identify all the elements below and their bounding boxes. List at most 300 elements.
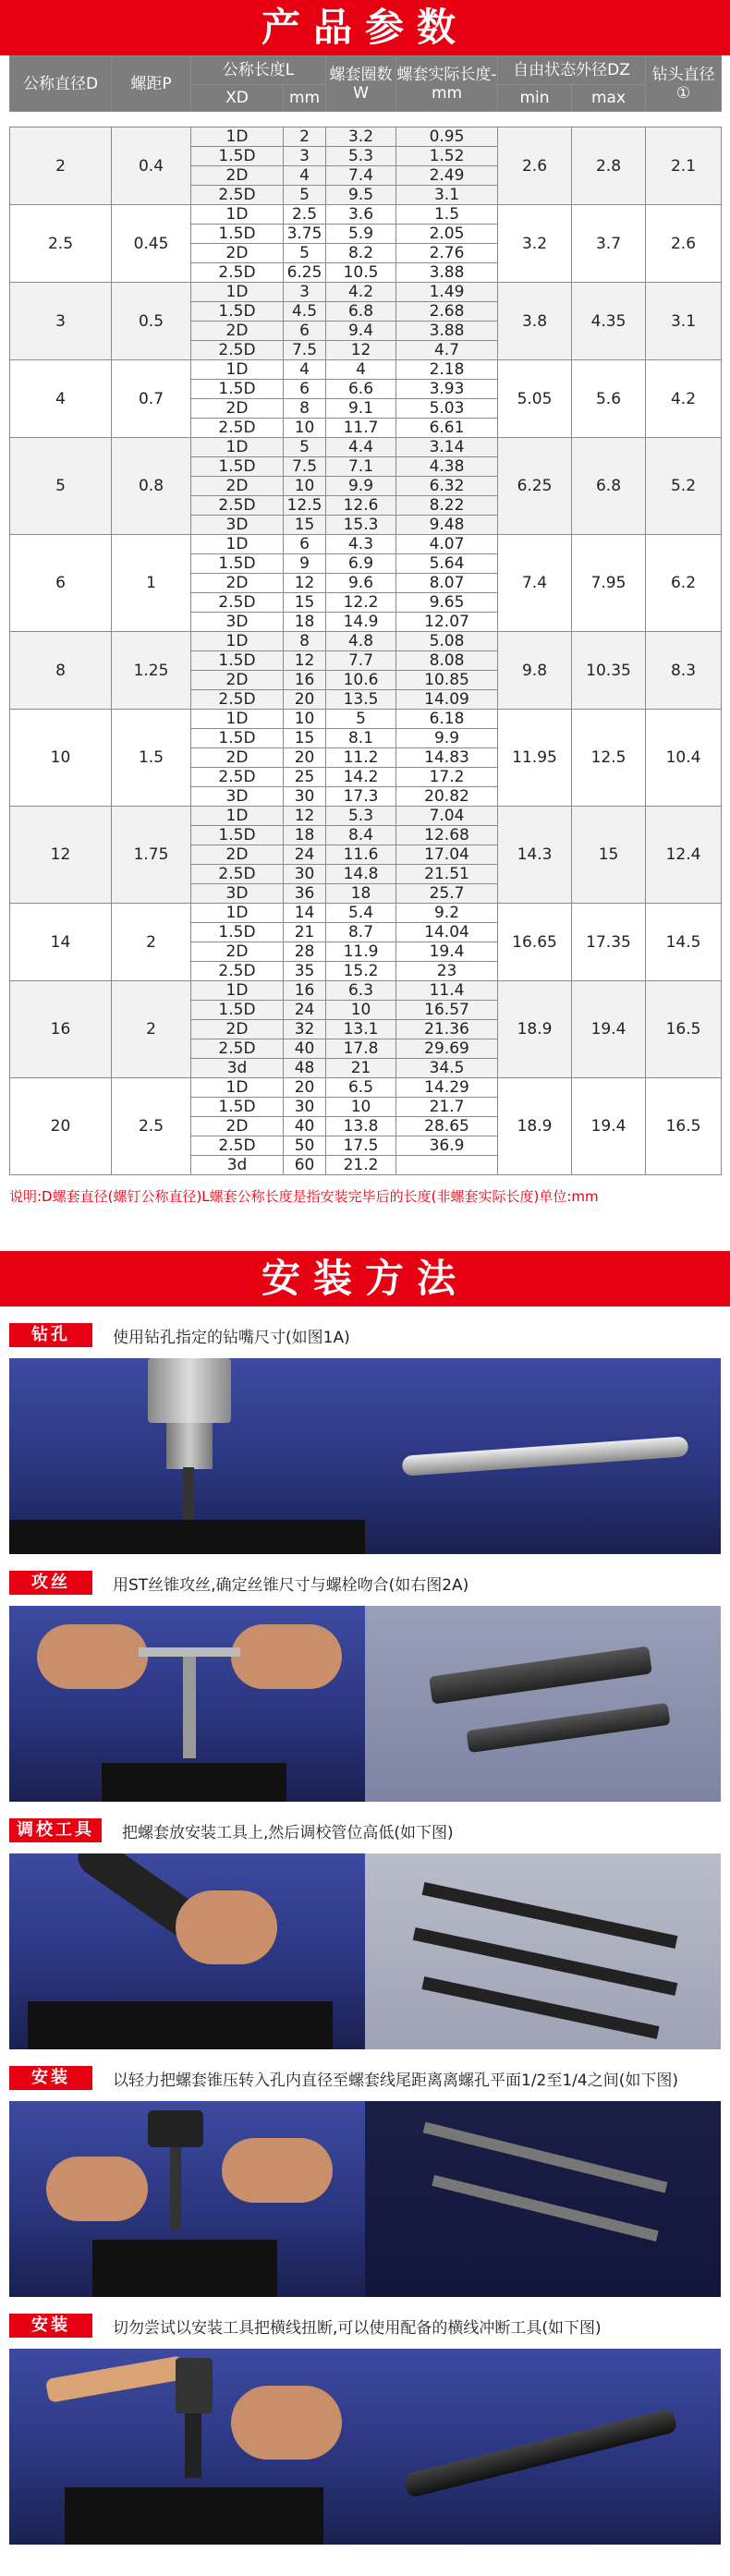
length-mm-cell: 18 — [284, 613, 326, 632]
xd-cell: 1D — [191, 807, 284, 826]
length-mm-cell: 5 — [284, 438, 326, 457]
length-mm-cell: 4 — [284, 360, 326, 380]
turns-cell: 4.2 — [326, 283, 396, 302]
punch-tool-photo — [365, 2349, 721, 2545]
turns-cell: 17.5 — [326, 1136, 396, 1156]
xd-cell: 2D — [191, 845, 284, 865]
step-adjust-tool — [9, 1815, 721, 2049]
actual-length-cell: 2.76 — [396, 244, 498, 263]
xd-cell: 1.5D — [191, 380, 284, 399]
nominal-diameter-cell: 8 — [10, 632, 112, 710]
xd-cell: 2.5D — [191, 1039, 284, 1059]
length-mm-cell: 25 — [284, 768, 326, 787]
tapping-hands-photo — [9, 1606, 365, 1802]
turns-cell: 4.4 — [326, 438, 396, 457]
length-mm-cell: 9 — [284, 554, 326, 574]
length-mm-cell: 5 — [284, 186, 326, 205]
xd-cell: 1.5D — [191, 457, 284, 477]
drill-diameter-cell: 16.5 — [646, 1078, 722, 1175]
step-tag: 钻孔 — [9, 1323, 92, 1347]
xd-cell: 2D — [191, 1117, 284, 1136]
header-nominal-diameter: 公称直径D — [10, 56, 112, 112]
nominal-diameter-cell: 14 — [10, 904, 112, 981]
turns-cell: 6.9 — [326, 554, 396, 574]
xd-cell: 1D — [191, 128, 284, 147]
length-mm-cell: 60 — [284, 1156, 326, 1175]
actual-length-cell: 5.03 — [396, 399, 498, 419]
table-row — [10, 904, 722, 923]
actual-length-cell: 8.22 — [396, 496, 498, 516]
pitch-cell: 0.4 — [112, 128, 191, 205]
turns-cell: 5.3 — [326, 147, 396, 166]
turns-cell: 11.6 — [326, 845, 396, 865]
actual-length-cell: 8.07 — [396, 574, 498, 593]
length-mm-cell: 32 — [284, 1020, 326, 1039]
header-pitch: 螺距P — [112, 56, 191, 112]
xd-cell: 1D — [191, 710, 284, 729]
length-mm-cell: 40 — [284, 1039, 326, 1059]
xd-cell: 1D — [191, 904, 284, 923]
length-mm-cell: 10 — [284, 710, 326, 729]
xd-cell: 2.5D — [191, 186, 284, 205]
length-mm-cell: 15 — [284, 516, 326, 535]
length-mm-cell: 8 — [284, 399, 326, 419]
pitch-cell: 2 — [112, 904, 191, 981]
xd-cell: 1.5D — [191, 302, 284, 322]
adjust-tool-photo — [9, 1853, 365, 2049]
pitch-cell: 1.75 — [112, 807, 191, 904]
xd-cell: 2D — [191, 671, 284, 690]
actual-length-cell: 3.14 — [396, 438, 498, 457]
drill-diameter-cell: 4.2 — [646, 360, 722, 438]
xd-cell: 3d — [191, 1156, 284, 1175]
actual-length-cell: 1.49 — [396, 283, 498, 302]
xd-cell: 3D — [191, 613, 284, 632]
turns-cell: 9.6 — [326, 574, 396, 593]
step-tap — [9, 1567, 721, 1802]
length-mm-cell: 15 — [284, 593, 326, 613]
length-mm-cell: 21 — [284, 923, 326, 942]
actual-length-cell: 10.85 — [396, 671, 498, 690]
xd-cell: 1.5D — [191, 923, 284, 942]
header-actual-length: 螺套实际长度-mm — [396, 56, 498, 112]
length-mm-cell: 30 — [284, 787, 326, 807]
turns-cell: 17.3 — [326, 787, 396, 807]
turns-cell: 8.4 — [326, 826, 396, 845]
pitch-cell: 1.25 — [112, 632, 191, 710]
pitch-cell: 1 — [112, 535, 191, 632]
length-mm-cell: 4.5 — [284, 302, 326, 322]
turns-cell: 5 — [326, 710, 396, 729]
turns-cell: 9.9 — [326, 477, 396, 496]
turns-cell: 9.1 — [326, 399, 396, 419]
xd-cell: 3D — [191, 516, 284, 535]
xd-cell: 2D — [191, 244, 284, 263]
turns-cell: 21 — [326, 1059, 396, 1078]
xd-cell: 2D — [191, 477, 284, 496]
turns-cell: 17.8 — [326, 1039, 396, 1059]
dz-max-cell: 2.8 — [572, 128, 646, 205]
drill-diameter-cell: 2.1 — [646, 128, 722, 205]
turns-cell: 13.5 — [326, 690, 396, 710]
actual-length-cell: 2.68 — [396, 302, 498, 322]
dz-min-cell: 14.3 — [498, 807, 572, 904]
turns-cell: 12.2 — [326, 593, 396, 613]
drill-diameter-cell: 2.6 — [646, 205, 722, 283]
xd-cell: 1D — [191, 360, 284, 380]
drill-diameter-cell: 16.5 — [646, 981, 722, 1078]
turns-cell: 4 — [326, 360, 396, 380]
actual-length-cell: 17.04 — [396, 845, 498, 865]
actual-length-cell: 7.04 — [396, 807, 498, 826]
dz-max-cell: 10.35 — [572, 632, 646, 710]
length-mm-cell: 7.5 — [284, 457, 326, 477]
drill-bit-photo — [365, 1358, 721, 1554]
pitch-cell: 2 — [112, 981, 191, 1078]
xd-cell: 1D — [191, 205, 284, 225]
header-free-diameter: 自由状态外径DZ — [498, 56, 646, 85]
actual-length-cell: 29.69 — [396, 1039, 498, 1059]
xd-cell: 2D — [191, 574, 284, 593]
turns-cell: 12.6 — [326, 496, 396, 516]
xd-cell: 2.5D — [191, 690, 284, 710]
turns-cell: 13.8 — [326, 1117, 396, 1136]
actual-length-cell: 2.18 — [396, 360, 498, 380]
drill-diameter-cell: 8.3 — [646, 632, 722, 710]
dz-max-cell: 19.4 — [572, 981, 646, 1078]
turns-cell: 10 — [326, 1098, 396, 1117]
turns-cell: 11.2 — [326, 748, 396, 768]
actual-length-cell: 9.2 — [396, 904, 498, 923]
length-mm-cell: 18 — [284, 826, 326, 845]
turns-cell: 13.1 — [326, 1020, 396, 1039]
nominal-diameter-cell: 20 — [10, 1078, 112, 1175]
actual-length-cell: 5.64 — [396, 554, 498, 574]
actual-length-cell: 14.29 — [396, 1078, 498, 1098]
turns-cell: 5.4 — [326, 904, 396, 923]
dz-min-cell: 5.05 — [498, 360, 572, 438]
xd-cell: 1.5D — [191, 1098, 284, 1117]
pitch-cell: 0.45 — [112, 205, 191, 283]
turns-cell: 10.5 — [326, 263, 396, 283]
install-title-banner: 安装方法 — [0, 1251, 730, 1306]
turns-cell: 6.8 — [326, 302, 396, 322]
actual-length-cell: 12.68 — [396, 826, 498, 845]
dz-max-cell: 6.8 — [572, 438, 646, 535]
dz-max-cell: 4.35 — [572, 283, 646, 360]
table-row — [10, 632, 722, 651]
actual-length-cell: 3.88 — [396, 322, 498, 341]
xd-cell: 2D — [191, 322, 284, 341]
actual-length-cell: 9.65 — [396, 593, 498, 613]
turns-cell: 9.4 — [326, 322, 396, 341]
step-tag: 调校工具 — [9, 1818, 102, 1842]
install-tools-photo — [365, 1853, 721, 2049]
actual-length-cell: 12.07 — [396, 613, 498, 632]
nominal-diameter-cell: 16 — [10, 981, 112, 1078]
table-row — [10, 360, 722, 380]
actual-length-cell: 5.08 — [396, 632, 498, 651]
dz-max-cell: 3.7 — [572, 205, 646, 283]
xd-cell: 2D — [191, 1020, 284, 1039]
header-nominal-length: 公称长度L — [191, 56, 326, 85]
dz-max-cell: 7.95 — [572, 535, 646, 632]
actual-length-cell: 25.7 — [396, 884, 498, 904]
step-tag: 安装 — [9, 2314, 92, 2338]
actual-length-cell: 34.5 — [396, 1059, 498, 1078]
turns-cell: 6.3 — [326, 981, 396, 1001]
header-dz-max: max — [572, 85, 646, 112]
turns-cell: 7.1 — [326, 457, 396, 477]
step-text: 使用钻孔指定的钻嘴尺寸(如图1A) — [113, 1328, 350, 1347]
actual-length-cell: 3.93 — [396, 380, 498, 399]
xd-cell: 1.5D — [191, 651, 284, 671]
drill-diameter-cell: 12.4 — [646, 807, 722, 904]
table-row — [10, 807, 722, 826]
xd-cell: 1.5D — [191, 225, 284, 244]
breaking-tang-photo — [9, 2349, 365, 2545]
spec-table — [9, 55, 722, 1175]
xd-cell: 2.5D — [191, 263, 284, 283]
drill-diameter-cell: 3.1 — [646, 283, 722, 360]
actual-length-cell: 0.95 — [396, 128, 498, 147]
turns-cell: 6.6 — [326, 380, 396, 399]
actual-length-cell: 1.5 — [396, 205, 498, 225]
actual-length-cell — [396, 1156, 498, 1175]
pitch-cell: 2.5 — [112, 1078, 191, 1175]
turns-cell: 7.7 — [326, 651, 396, 671]
length-mm-cell: 24 — [284, 845, 326, 865]
xd-cell: 1.5D — [191, 826, 284, 845]
turns-cell: 5.9 — [326, 225, 396, 244]
dz-min-cell: 16.65 — [498, 904, 572, 981]
length-mm-cell: 30 — [284, 1098, 326, 1117]
turns-cell: 11.7 — [326, 419, 396, 438]
turns-cell: 14.9 — [326, 613, 396, 632]
dz-max-cell: 15 — [572, 807, 646, 904]
length-mm-cell: 6 — [284, 535, 326, 554]
length-mm-cell: 28 — [284, 942, 326, 962]
table-row — [10, 710, 722, 729]
dz-min-cell: 18.9 — [498, 981, 572, 1078]
actual-length-cell: 14.09 — [396, 690, 498, 710]
nominal-diameter-cell: 2 — [10, 128, 112, 205]
length-mm-cell: 48 — [284, 1059, 326, 1078]
turns-cell: 8.1 — [326, 729, 396, 748]
actual-length-cell: 1.52 — [396, 147, 498, 166]
step-install-2 — [9, 2310, 721, 2545]
length-mm-cell: 40 — [284, 1117, 326, 1136]
turns-cell: 7.4 — [326, 166, 396, 186]
pitch-cell: 0.5 — [112, 283, 191, 360]
actual-length-cell: 23 — [396, 962, 498, 981]
tap-tools-photo — [365, 1606, 721, 1802]
pitch-cell: 0.8 — [112, 438, 191, 535]
xd-cell: 1D — [191, 1078, 284, 1098]
xd-cell: 2.5D — [191, 496, 284, 516]
drill-chuck-photo — [9, 1358, 365, 1554]
length-mm-cell: 50 — [284, 1136, 326, 1156]
step-text: 把螺套放安装工具上,然后调校管位高低(如下图) — [122, 1823, 454, 1842]
pitch-cell: 1.5 — [112, 710, 191, 807]
turns-cell: 9.5 — [326, 186, 396, 205]
table-row — [10, 535, 722, 554]
xd-cell: 2.5D — [191, 593, 284, 613]
xd-cell: 2.5D — [191, 341, 284, 360]
actual-length-cell: 9.9 — [396, 729, 498, 748]
turns-cell: 4.8 — [326, 632, 396, 651]
table-note: 说明:D螺套直径(螺钉公称直径)L螺套公称长度是指安装完毕后的长度(非螺套实际长度)单位:mm — [9, 1188, 599, 1205]
actual-length-cell: 21.51 — [396, 865, 498, 884]
actual-length-cell: 17.2 — [396, 768, 498, 787]
actual-length-cell: 20.82 — [396, 787, 498, 807]
xd-cell: 1D — [191, 632, 284, 651]
length-mm-cell: 10 — [284, 419, 326, 438]
length-mm-cell: 2.5 — [284, 205, 326, 225]
drill-diameter-cell: 10.4 — [646, 710, 722, 807]
length-mm-cell: 20 — [284, 690, 326, 710]
dz-max-cell: 5.6 — [572, 360, 646, 438]
step-text: 以轻力把螺套锥压转入孔内直径至螺套线尾距离离螺孔平面1/2至1/4之间(如下图) — [113, 2071, 678, 2090]
dz-min-cell: 3.2 — [498, 205, 572, 283]
dz-min-cell: 7.4 — [498, 535, 572, 632]
pitch-cell: 0.7 — [112, 360, 191, 438]
dz-min-cell: 11.95 — [498, 710, 572, 807]
xd-cell: 2.5D — [191, 1136, 284, 1156]
actual-length-cell: 19.4 — [396, 942, 498, 962]
table-row — [10, 438, 722, 457]
actual-length-cell: 2.49 — [396, 166, 498, 186]
xd-cell: 2D — [191, 748, 284, 768]
dz-max-cell: 12.5 — [572, 710, 646, 807]
drill-diameter-cell: 14.5 — [646, 904, 722, 981]
xd-cell: 2.5D — [191, 962, 284, 981]
xd-cell: 2D — [191, 166, 284, 186]
turns-cell: 15.3 — [326, 516, 396, 535]
actual-length-cell: 6.18 — [396, 710, 498, 729]
header-dz-min: min — [498, 85, 572, 112]
actual-length-cell: 3.1 — [396, 186, 498, 205]
dz-min-cell: 18.9 — [498, 1078, 572, 1175]
xd-cell: 2.5D — [191, 865, 284, 884]
actual-length-cell: 14.83 — [396, 748, 498, 768]
length-mm-cell: 35 — [284, 962, 326, 981]
actual-length-cell: 11.4 — [396, 981, 498, 1001]
xd-cell: 2.5D — [191, 768, 284, 787]
length-mm-cell: 16 — [284, 981, 326, 1001]
step-drill — [9, 1319, 721, 1554]
installing-insert-photo — [9, 2101, 365, 2297]
actual-length-cell: 4.7 — [396, 341, 498, 360]
table-row — [10, 128, 722, 147]
length-mm-cell: 16 — [284, 671, 326, 690]
header-xd: XD — [191, 85, 284, 112]
actual-length-cell: 6.61 — [396, 419, 498, 438]
turns-cell: 4.3 — [326, 535, 396, 554]
length-mm-cell: 14 — [284, 904, 326, 923]
step-tag: 安装 — [9, 2066, 92, 2090]
header-turns: 螺套圈数W — [326, 56, 396, 112]
table-row — [10, 1078, 722, 1098]
xd-cell: 1.5D — [191, 147, 284, 166]
length-mm-cell: 3 — [284, 283, 326, 302]
xd-cell: 2D — [191, 399, 284, 419]
turns-cell: 8.2 — [326, 244, 396, 263]
step-install-1 — [9, 2062, 721, 2297]
length-mm-cell: 12 — [284, 651, 326, 671]
length-mm-cell: 36 — [284, 884, 326, 904]
dz-min-cell: 9.8 — [498, 632, 572, 710]
turns-cell: 10.6 — [326, 671, 396, 690]
drill-diameter-cell: 6.2 — [646, 535, 722, 632]
length-mm-cell: 10 — [284, 477, 326, 496]
turns-cell: 8.7 — [326, 923, 396, 942]
length-mm-cell: 2 — [284, 128, 326, 147]
install-tools-dark-photo — [365, 2101, 721, 2297]
actual-length-cell: 16.57 — [396, 1001, 498, 1020]
actual-length-cell: 28.65 — [396, 1117, 498, 1136]
dz-min-cell: 6.25 — [498, 438, 572, 535]
xd-cell: 1.5D — [191, 729, 284, 748]
actual-length-cell: 4.38 — [396, 457, 498, 477]
xd-cell: 3d — [191, 1059, 284, 1078]
nominal-diameter-cell: 5 — [10, 438, 112, 535]
length-mm-cell: 3.75 — [284, 225, 326, 244]
dz-min-cell: 3.8 — [498, 283, 572, 360]
actual-length-cell: 6.32 — [396, 477, 498, 496]
actual-length-cell: 9.48 — [396, 516, 498, 535]
turns-cell: 6.5 — [326, 1078, 396, 1098]
actual-length-cell: 3.88 — [396, 263, 498, 283]
xd-cell: 1D — [191, 981, 284, 1001]
xd-cell: 3D — [191, 884, 284, 904]
xd-cell: 1.5D — [191, 1001, 284, 1020]
nominal-diameter-cell: 6 — [10, 535, 112, 632]
length-mm-cell: 30 — [284, 865, 326, 884]
length-mm-cell: 6 — [284, 380, 326, 399]
length-mm-cell: 20 — [284, 1078, 326, 1098]
length-mm-cell: 4 — [284, 166, 326, 186]
turns-cell: 10 — [326, 1001, 396, 1020]
xd-cell: 1D — [191, 283, 284, 302]
turns-cell: 3.6 — [326, 205, 396, 225]
length-mm-cell: 8 — [284, 632, 326, 651]
turns-cell: 18 — [326, 884, 396, 904]
length-mm-cell: 12.5 — [284, 496, 326, 516]
actual-length-cell: 21.36 — [396, 1020, 498, 1039]
actual-length-cell: 14.04 — [396, 923, 498, 942]
dz-max-cell: 17.35 — [572, 904, 646, 981]
nominal-diameter-cell: 3 — [10, 283, 112, 360]
actual-length-cell: 4.07 — [396, 535, 498, 554]
drill-diameter-cell: 5.2 — [646, 438, 722, 535]
turns-cell: 15.2 — [326, 962, 396, 981]
xd-cell: 2D — [191, 942, 284, 962]
xd-cell: 1.5D — [191, 554, 284, 574]
nominal-diameter-cell: 2.5 — [10, 205, 112, 283]
xd-cell: 3D — [191, 787, 284, 807]
step-text: 用ST丝锥攻丝,确定丝锥尺寸与螺栓吻合(如右图2A) — [113, 1575, 469, 1595]
table-row — [10, 283, 722, 302]
xd-cell: 1D — [191, 535, 284, 554]
length-mm-cell: 3 — [284, 147, 326, 166]
xd-cell: 1D — [191, 438, 284, 457]
nominal-diameter-cell: 4 — [10, 360, 112, 438]
length-mm-cell: 6 — [284, 322, 326, 341]
length-mm-cell: 7.5 — [284, 341, 326, 360]
nominal-diameter-cell: 10 — [10, 710, 112, 807]
turns-cell: 21.2 — [326, 1156, 396, 1175]
